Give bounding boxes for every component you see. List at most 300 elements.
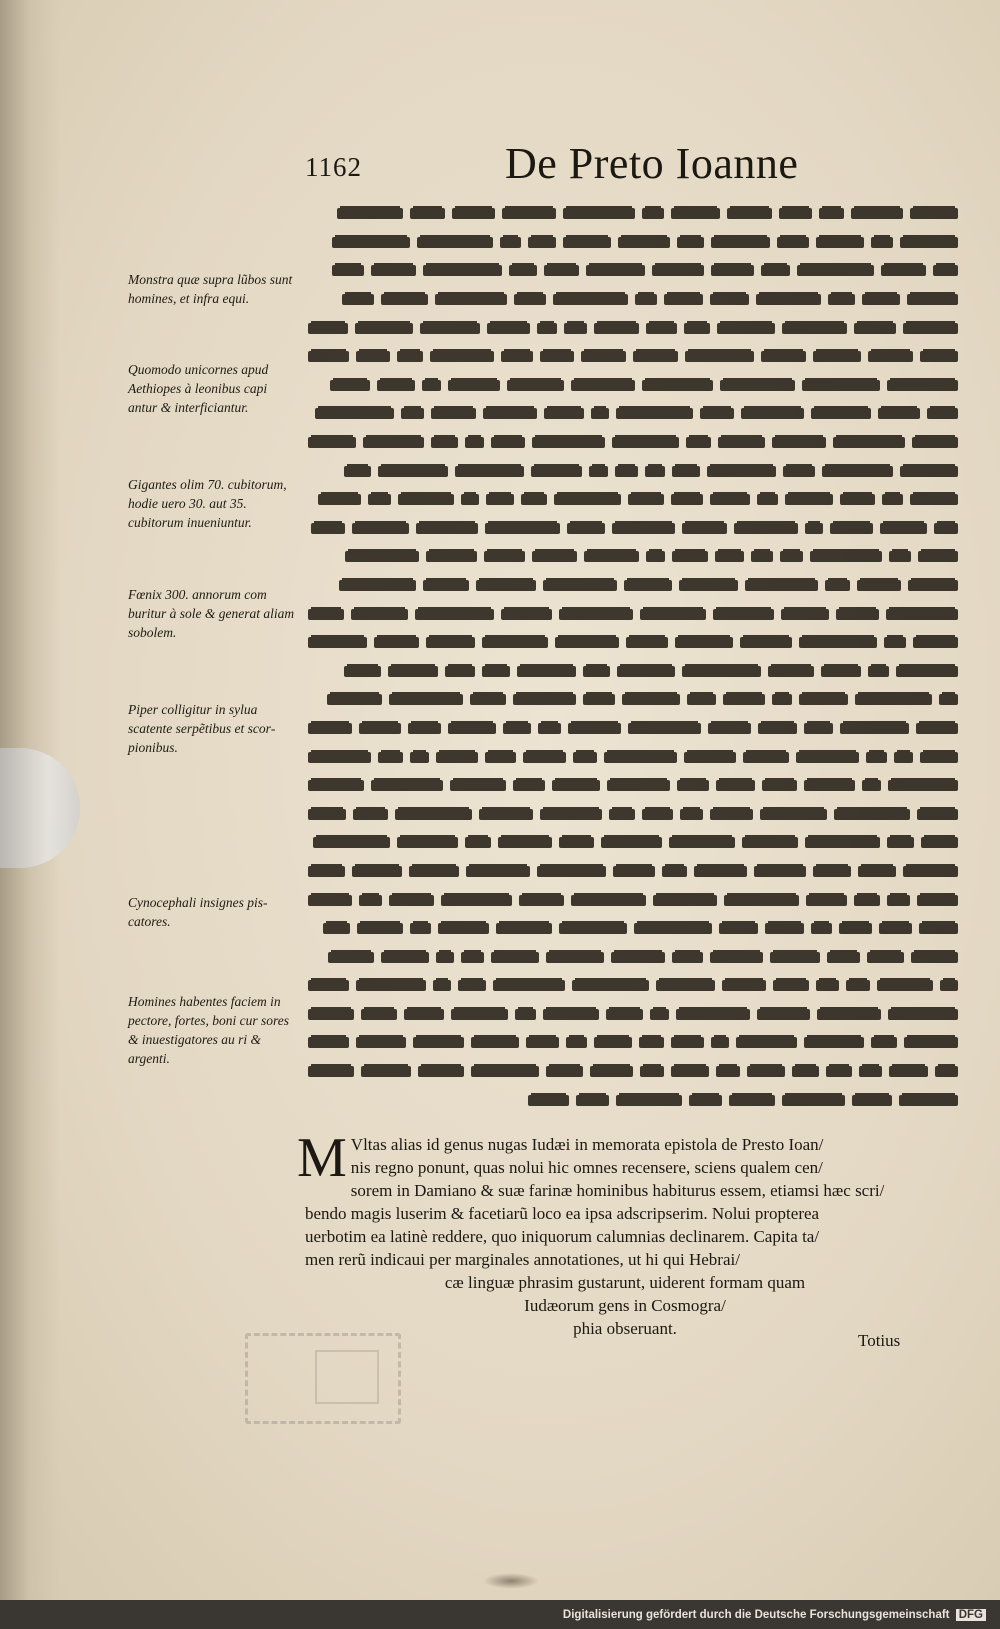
hebrew-word [700,408,734,419]
hebrew-word [804,723,833,734]
hebrew-word [538,723,561,734]
hebrew-word [332,237,410,248]
hebrew-word [816,980,839,991]
hebrew-word [710,952,763,963]
hebrew-word [640,1066,664,1077]
hebrew-word [671,208,720,219]
hebrew-word [323,923,350,934]
hebrew-word [398,494,454,505]
hebrew-word [591,408,609,419]
hebrew-word [573,752,597,763]
hebrew-word [359,895,382,906]
hebrew-word [862,780,881,791]
hebrew-word [388,666,438,677]
hebrew-word [917,895,958,906]
hebrew-line [298,543,958,571]
hebrew-line [298,943,958,971]
hebrew-word [772,694,792,705]
hebrew-word [590,1066,633,1077]
hebrew-word [308,809,346,820]
hebrew-word [543,1009,599,1020]
hebrew-word [607,780,670,791]
hebrew-line [298,286,958,314]
hebrew-word [640,609,706,620]
library-stamp-inner [315,1350,379,1404]
hebrew-word [833,437,905,448]
hebrew-line [298,372,958,400]
hebrew-word [491,437,525,448]
hebrew-word [395,809,472,820]
digitization-footer [563,1609,986,1621]
hebrew-word [604,752,677,763]
hebrew-word [727,208,772,219]
hebrew-word [332,265,364,276]
hebrew-word [339,580,416,591]
hebrew-word [436,952,454,963]
hebrew-word [745,580,818,591]
hebrew-word [671,1037,704,1048]
hebrew-word [624,580,672,591]
hebrew-word [417,237,493,248]
hebrew-word [729,1095,775,1106]
hebrew-word [397,351,423,362]
hebrew-word [381,952,429,963]
latin-line: uerbotim ea latinè reddere, quo iniquorum calumnias declinarem. Capita ta/ [305,1227,820,1246]
hebrew-word [626,637,668,648]
hebrew-word [896,666,958,677]
hebrew-word [862,294,900,305]
hebrew-word [353,809,388,820]
hebrew-word [496,923,552,934]
hebrew-word [903,866,958,877]
hebrew-word [563,208,635,219]
hebrew-line [298,1029,958,1057]
hebrew-word [559,923,627,934]
hebrew-word [740,637,792,648]
hebrew-word [486,494,514,505]
hebrew-word [782,323,847,334]
hebrew-word [523,752,566,763]
hebrew-word [677,237,704,248]
hebrew-word [458,980,486,991]
hebrew-word [742,837,798,848]
dfg-logo: DFG [956,1609,986,1621]
running-title: De Preto Ioanne [505,139,799,188]
latin-line: phia obseruant. [573,1319,677,1338]
hebrew-word [840,723,909,734]
hebrew-word [517,666,576,677]
hebrew-word [568,723,621,734]
hebrew-word [840,494,875,505]
marginal-note: Cynocephali insignes piscatores. [128,895,268,929]
hebrew-word [796,752,859,763]
hebrew-word [606,1009,643,1020]
hebrew-word [756,294,821,305]
hebrew-word [762,780,797,791]
hebrew-word [308,609,344,620]
hebrew-word [413,1037,464,1048]
hebrew-line [298,1086,958,1114]
hebrew-word [540,351,574,362]
hebrew-word [927,408,958,419]
hebrew-word [356,980,426,991]
hebrew-word [328,952,374,963]
hebrew-word [564,323,587,334]
hebrew-word [817,1009,881,1020]
hebrew-word [482,666,510,677]
hebrew-word [878,408,920,419]
hebrew-word [465,837,491,848]
ink-mark [483,1573,539,1589]
hebrew-line [298,400,958,428]
hebrew-word [563,237,611,248]
hebrew-word [465,437,484,448]
hebrew-line [298,229,958,257]
hebrew-word [308,780,364,791]
hebrew-word [720,380,795,391]
hebrew-word [531,466,582,477]
hebrew-word [330,380,370,391]
hebrew-word [826,1066,852,1077]
hebrew-word [854,323,896,334]
hebrew-word [308,980,349,991]
hebrew-word [879,923,912,934]
hebrew-word [719,923,758,934]
hebrew-word [351,609,408,620]
hebrew-word [662,866,687,877]
hebrew-line [298,972,958,1000]
hebrew-word [572,980,649,991]
hebrew-word [852,1095,892,1106]
hebrew-word [415,609,494,620]
hebrew-line [298,257,958,285]
hebrew-line [298,429,958,457]
footer-text: Digitalisierung gefördert durch die Deutsche Forschungsgemeinschaft [562,1609,950,1621]
hebrew-word [822,466,893,477]
hebrew-word [500,237,521,248]
hebrew-word [484,551,525,562]
hebrew-word [747,1066,785,1077]
hebrew-word [436,752,478,763]
hebrew-word [920,752,958,763]
hebrew-word [710,294,749,305]
hebrew-word [645,466,665,477]
hebrew-word [799,637,877,648]
hebrew-line [298,915,958,943]
hebrew-word [821,666,861,677]
hebrew-word [751,551,773,562]
hebrew-word [514,294,546,305]
hebrew-word [612,523,675,534]
hebrew-word [501,609,552,620]
hebrew-word [315,408,394,419]
hebrew-word [813,866,851,877]
hebrew-word [485,523,560,534]
hebrew-word [438,923,489,934]
hebrew-word [363,437,424,448]
hebrew-word [811,923,832,934]
latin-line: men rerũ indicaui per marginales annotationes, ut hi qui Hebrai/ [305,1250,740,1269]
hebrew-word [584,551,639,562]
hebrew-word [806,895,847,906]
hebrew-word [899,1095,958,1106]
hebrew-word [308,723,352,734]
hebrew-word [825,580,850,591]
hebrew-word [461,952,484,963]
hebrew-word [628,723,701,734]
hebrew-word [770,952,820,963]
hebrew-word [308,437,356,448]
hebrew-word [368,494,391,505]
hebrew-line [298,200,958,228]
hebrew-word [900,466,958,477]
hebrew-word [493,980,565,991]
hebrew-word [689,1095,722,1106]
latin-line: cæ linguæ phrasim gustarunt, uiderent formam quam [444,1273,806,1292]
hebrew-word [917,809,958,820]
hebrew-word [634,923,712,934]
hebrew-line [298,800,958,828]
hebrew-word [888,780,958,791]
hebrew-word [483,408,537,419]
hebrew-word [881,265,926,276]
hebrew-word [741,408,804,419]
hebrew-word [715,551,744,562]
hebrew-word [581,351,626,362]
hebrew-word [566,1037,587,1048]
hebrew-word [888,1009,958,1020]
hebrew-word [904,1037,958,1048]
hebrew-word [711,237,770,248]
hebrew-word [441,895,512,906]
hebrew-word [722,980,766,991]
hebrew-word [868,666,889,677]
hebrew-word [871,237,893,248]
hebrew-word [877,980,933,991]
hebrew-word [397,837,458,848]
hebrew-word [718,437,765,448]
hebrew-word [672,952,703,963]
hebrew-word [716,1066,740,1077]
hebrew-word [836,609,879,620]
hebrew-line [298,858,958,886]
hebrew-word [805,523,823,534]
hebrew-word [515,1009,536,1020]
hebrew-word [356,1037,406,1048]
hebrew-word [345,551,419,562]
hebrew-word [672,466,700,477]
hebrew-word [609,809,635,820]
hebrew-word [854,895,880,906]
hebrew-line [298,457,958,485]
hebrew-word [777,237,809,248]
hebrew-word [378,466,448,477]
hebrew-word [754,866,806,877]
hebrew-word [452,208,495,219]
hebrew-word [710,494,750,505]
hebrew-word [646,551,665,562]
hebrew-word [502,208,556,219]
hebrew-word [361,1066,411,1077]
hebrew-word [546,952,604,963]
hebrew-word [327,694,382,705]
hebrew-word [308,866,345,877]
hebrew-word [352,523,409,534]
hebrew-word [672,551,708,562]
latin-line: Iudæorum gens in Cosmogra/ [524,1296,726,1315]
hebrew-word [422,380,441,391]
hebrew-word [337,208,403,219]
hebrew-word [685,351,754,362]
hebrew-word [601,837,662,848]
marginal-note: Monstra quæ supra lũbos sunt homines, et infra equi. [128,272,293,306]
hebrew-word [594,323,639,334]
hebrew-word [611,952,665,963]
hebrew-word [615,466,638,477]
hebrew-word [546,1066,583,1077]
latin-line: Vltas alias id genus nugas Iudæi in memorata epistola de Presto Ioan/ [350,1135,824,1154]
hebrew-word [507,380,564,391]
hebrew-word [491,952,539,963]
hebrew-word [426,637,475,648]
hebrew-word [707,466,776,477]
hebrew-line [298,314,958,342]
hebrew-word [448,380,500,391]
hebrew-word [537,866,606,877]
hebrew-word [779,208,812,219]
hebrew-word [736,1037,797,1048]
hebrew-word [894,752,913,763]
hebrew-word [642,809,673,820]
hebrew-line [298,686,958,714]
hebrew-word [684,752,736,763]
hebrew-word [857,580,901,591]
hebrew-word [792,1066,819,1077]
hebrew-word [816,237,864,248]
hebrew-word [797,265,874,276]
hebrew-line [298,572,958,600]
hebrew-word [408,723,441,734]
hebrew-word [532,551,577,562]
hebrew-word [418,1066,464,1077]
latin-line: sorem in Damiano & suæ farinæ hominibus habiturus essem, etiamsi hæc scri/ [350,1181,885,1200]
hebrew-word [682,666,761,677]
hebrew-word [513,780,545,791]
hebrew-word [583,694,615,705]
hebrew-word [308,323,348,334]
hebrew-word [676,1009,750,1020]
hebrew-word [455,466,524,477]
hebrew-word [519,895,564,906]
hebrew-word [528,1095,569,1106]
hebrew-word [498,837,552,848]
hebrew-word [761,351,806,362]
hebrew-word [828,294,855,305]
hebrew-word [846,980,870,991]
marginal-note: Piper colligitur in sylua scatente serpẽtibus et scorpionibus. [128,702,276,755]
hebrew-word [694,866,747,877]
hebrew-word [308,1066,354,1077]
hebrew-word [635,294,657,305]
hebrew-word [913,637,958,648]
hebrew-word [344,466,371,477]
hebrew-word [423,265,502,276]
hebrew-word [813,351,861,362]
hebrew-word [361,1009,397,1020]
hebrew-word [356,351,390,362]
hebrew-word [868,351,913,362]
hebrew-line [298,829,958,857]
hebrew-word [431,408,476,419]
marginal-note: Fœnix 300. annorum com buritur à sole & generat aliam sobolem. [128,587,295,640]
hebrew-word [482,637,548,648]
page-number: 1162 [305,152,362,182]
hebrew-word [871,1037,897,1048]
hebrew-word [677,780,709,791]
hebrew-word [410,208,445,219]
hebrew-word [471,1037,519,1048]
marginal-note: Homines habentes faciem in pectore, fortes, boni cur sores & inuestigatores au ri & argenti. [128,994,289,1066]
hebrew-word [451,1009,508,1020]
hebrew-word [544,408,584,419]
hebrew-word [679,580,738,591]
hebrew-word [552,780,600,791]
marginal-note: Quomodo unicornes apud Aethiopes à leonibus capi antur & interficiantur. [128,362,269,415]
hebrew-word [880,523,927,534]
hebrew-word [567,523,605,534]
hebrew-word [734,523,798,534]
hebrew-word [617,666,675,677]
hebrew-word [559,609,633,620]
hebrew-word [448,723,496,734]
hebrew-word [613,866,655,877]
hebrew-word [743,752,789,763]
hebrew-word [487,323,530,334]
hebrew-word [680,809,703,820]
hebrew-word [682,523,727,534]
hebrew-word [723,694,765,705]
hebrew-word [884,637,906,648]
hebrew-word [371,780,443,791]
hebrew-word [653,895,717,906]
hebrew-word [544,265,579,276]
hebrew-line [298,743,958,771]
hebrew-word [313,837,390,848]
hebrew-word [554,494,621,505]
hebrew-word [576,1095,609,1106]
hebrew-word [433,980,451,991]
hebrew-word [851,208,903,219]
hebrew-word [639,1037,664,1048]
hebrew-word [450,780,506,791]
hebrew-word [479,809,533,820]
hebrew-word [859,1066,882,1077]
hebrew-text-block [298,200,958,1120]
hebrew-word [804,1037,864,1048]
hebrew-line [298,600,958,628]
latin-line: bendo magis luserim & facetiarũ loco ea ipsa adscripserim. Nolui propterea [305,1204,820,1223]
hebrew-word [586,265,645,276]
hebrew-line [298,772,958,800]
hebrew-word [811,408,871,419]
hebrew-line [298,886,958,914]
hebrew-word [342,294,374,305]
hebrew-word [389,895,434,906]
hebrew-word [939,694,958,705]
hebrew-word [882,494,903,505]
hebrew-word [711,1037,729,1048]
hebrew-word [910,494,958,505]
